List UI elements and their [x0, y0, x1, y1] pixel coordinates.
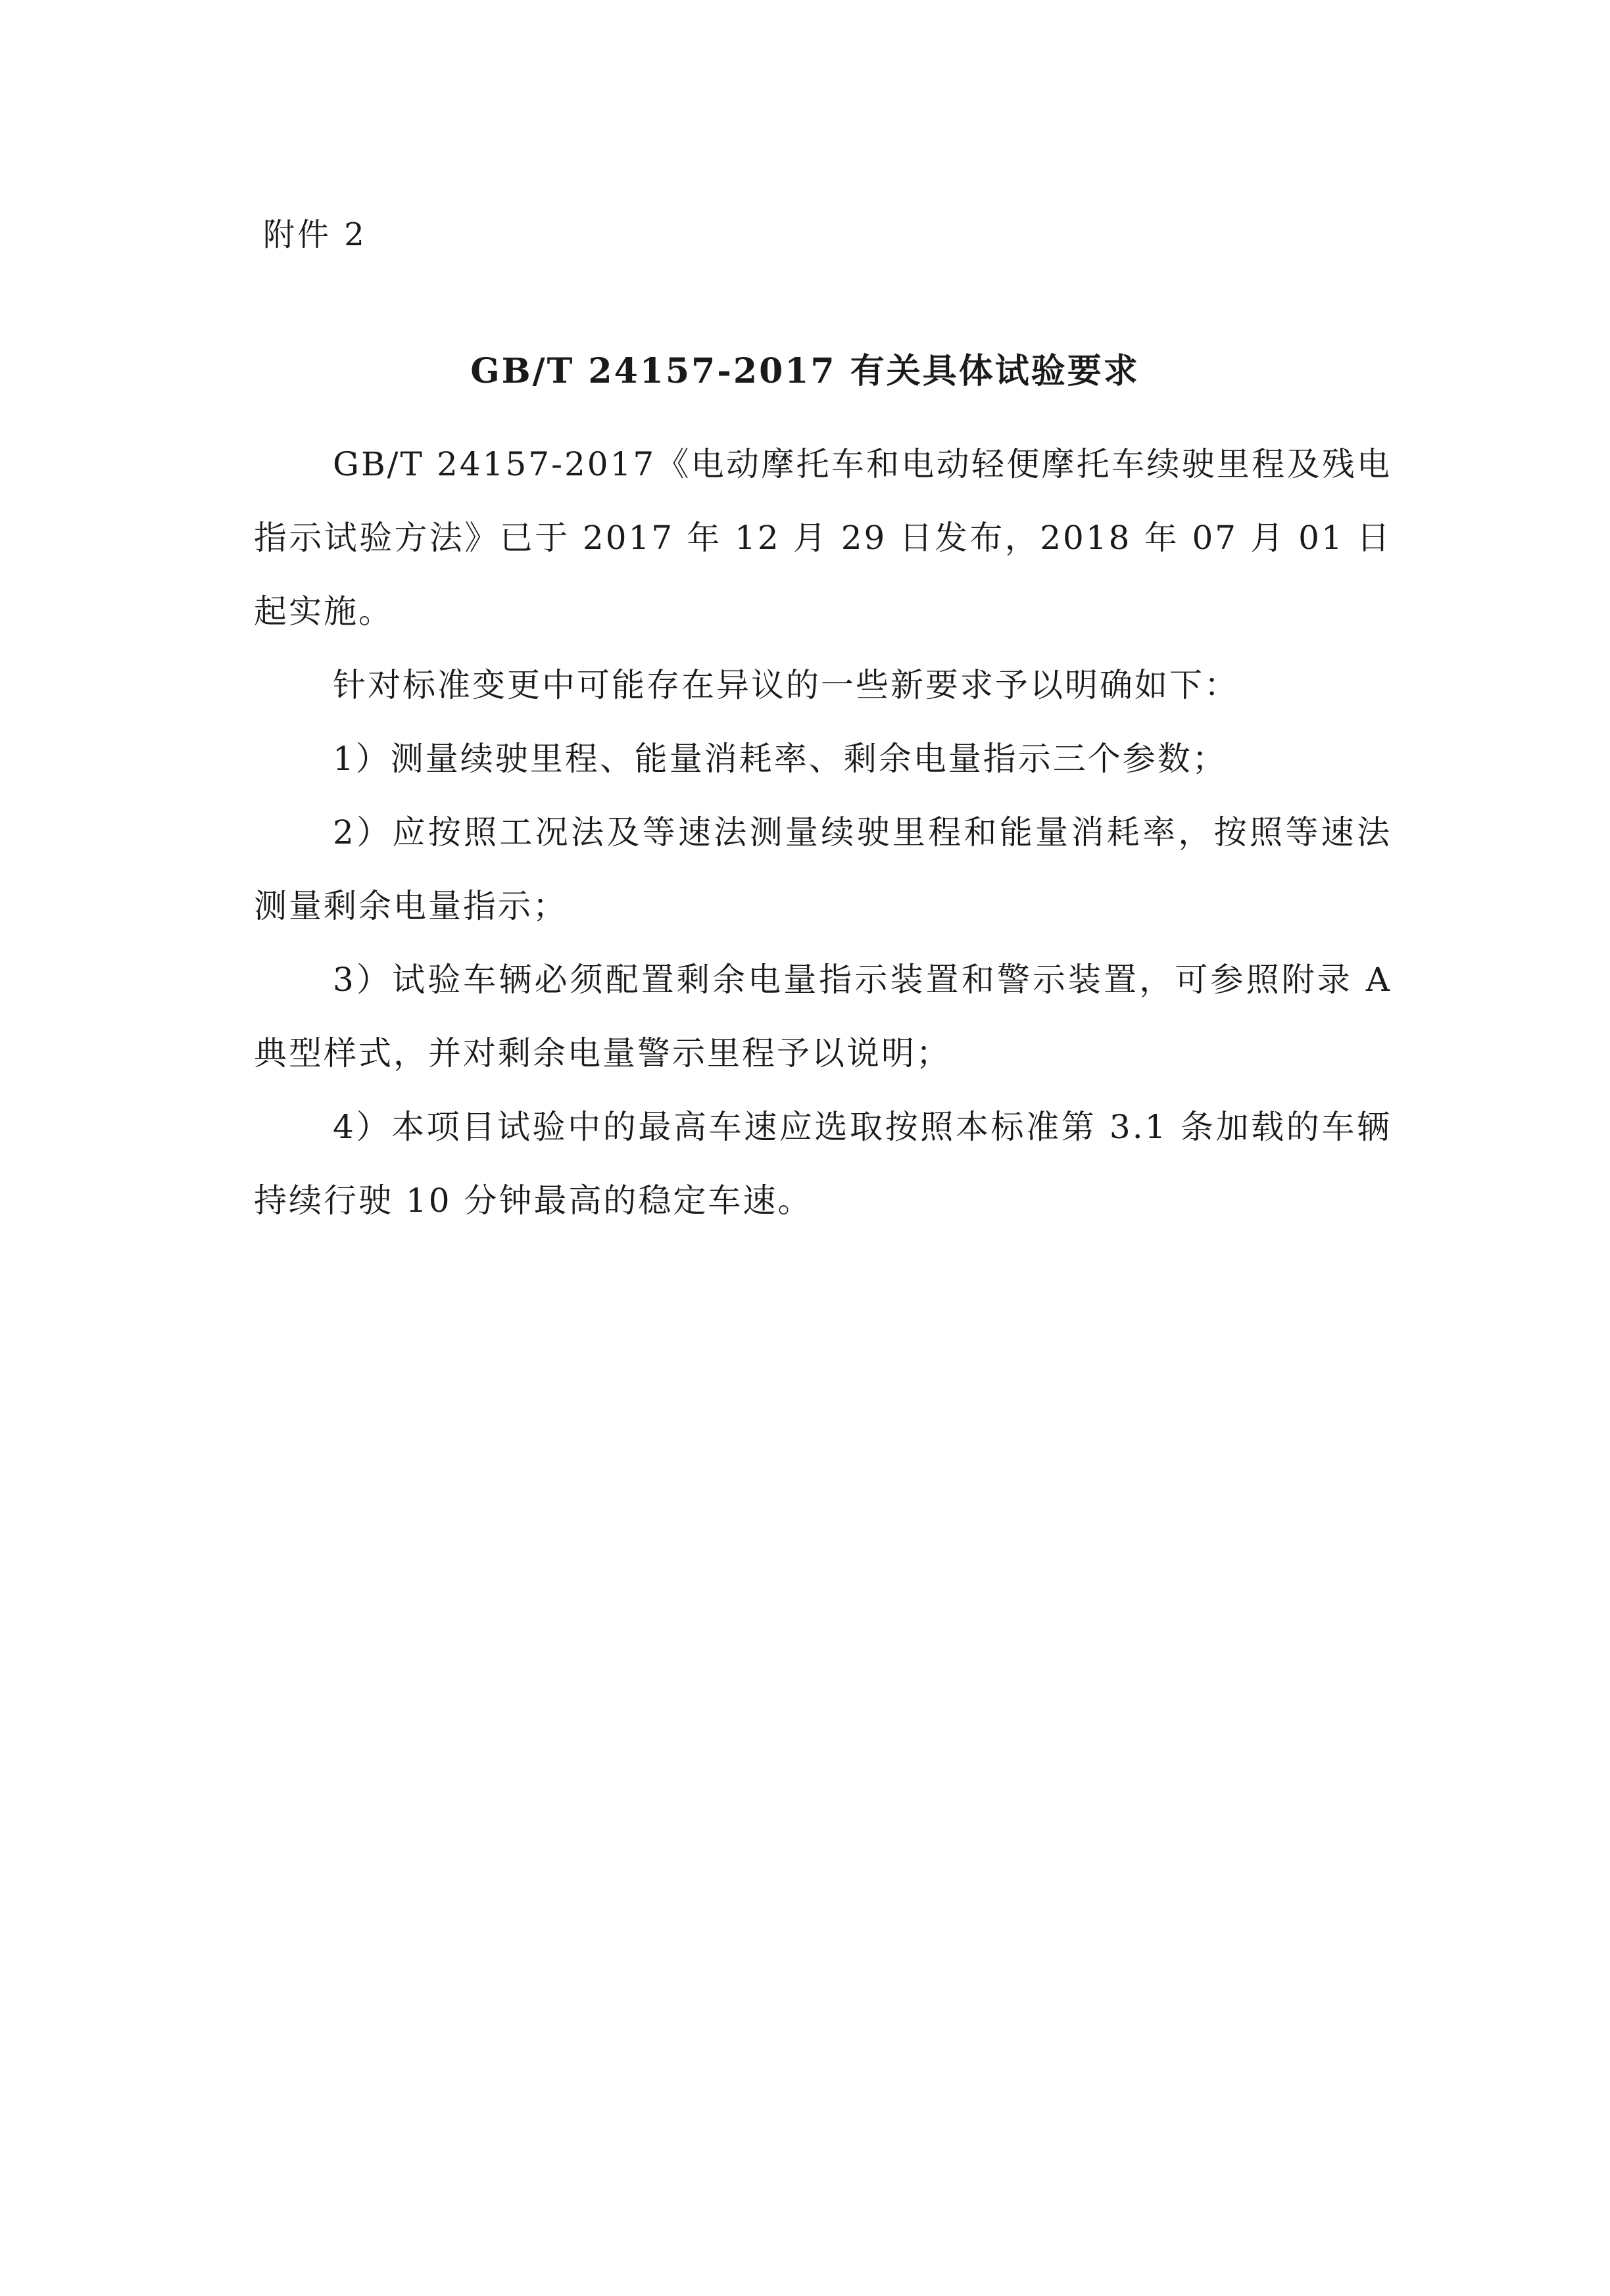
attachment-label: 附件 2	[263, 216, 367, 253]
paragraph-clarification-lead: 针对标准变更中可能存在异议的一些新要求予以明确如下：	[333, 666, 1239, 704]
list-item-2: 2）应按照工况法及等速法测量续驶里程和能量消耗率，按照等速法测量剩余电量指示；	[254, 813, 1392, 925]
list-item-1: 1）测量续驶里程、能量消耗率、剩余电量指示三个参数；	[333, 740, 1227, 778]
paragraph-intro: GB/T 24157-2017《电动摩托车和电动轻便摩托车续驶里程及残电指示试验方法》已于 2017 年 12 月 29 日发布，2018 年 07 月 01 日起实施。	[254, 445, 1392, 631]
document-title: GB/T 24157-2017 有关具体试验要求	[470, 351, 1140, 391]
list-item-4: 4）本项目试验中的最高车速应选取按照本标准第 3.1 条加载的车辆持续行驶 10 分钟最高的稳定车速。	[254, 1108, 1392, 1220]
list-item-3: 3）试验车辆必须配置剩余电量指示装置和警示装置，可参照附录 A 典型样式，并对剩余电量警示里程予以说明；	[254, 961, 1392, 1072]
document-body	[254, 427, 1392, 1237]
